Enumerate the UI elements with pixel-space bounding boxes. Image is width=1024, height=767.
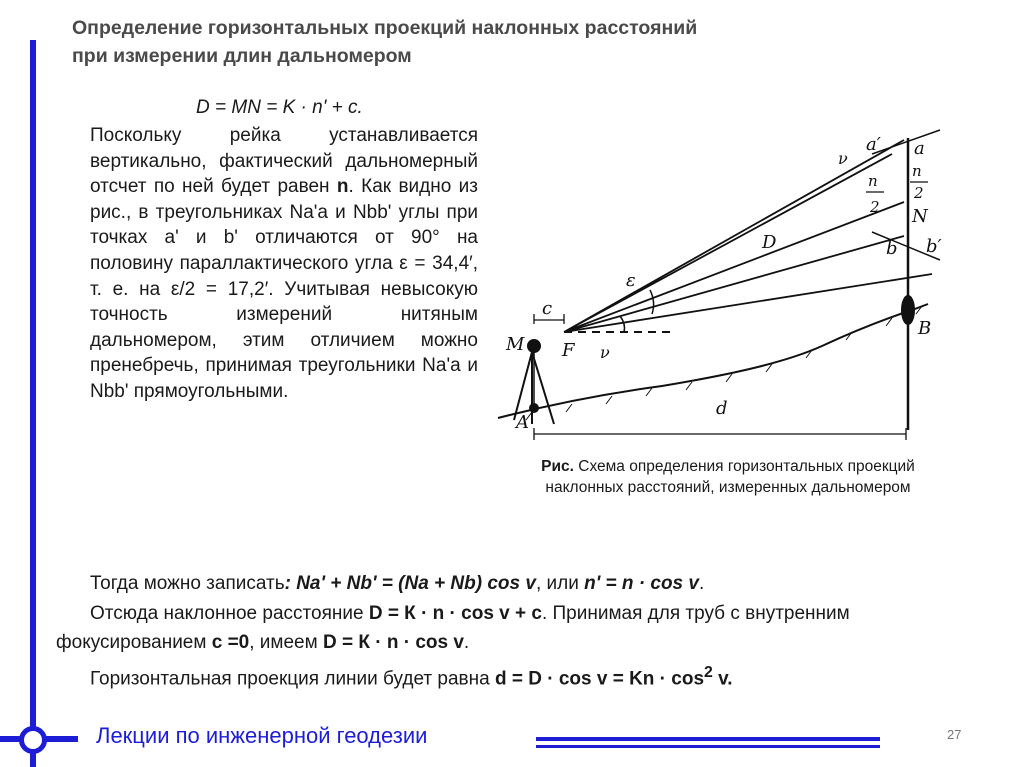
label-nu-top: ν [838, 149, 848, 168]
para-part-1: Поскольку рейка устанавливается вертикально, фактический дальномерный отсчет по ней будет равен [90, 125, 478, 198]
sight-lines [564, 140, 932, 332]
l1-d: n' = n · cos v [584, 573, 699, 594]
l3-b: d = D · cos v = Kn · cos [494, 667, 705, 689]
label-nu-left: ν [600, 343, 610, 362]
label-n-left: n [868, 172, 878, 190]
l1-e: . [698, 573, 705, 594]
label-2-left: 2 [870, 198, 880, 216]
label-b-prime: b′ [926, 236, 942, 257]
label-M: M [506, 334, 525, 355]
ground-line [498, 304, 928, 418]
figure-caption [507, 456, 949, 498]
l3-a: Горизонтальная проекция линии будет равна [90, 667, 495, 689]
label-N: N [912, 206, 928, 227]
label-B: B [918, 318, 932, 339]
point-A [530, 404, 538, 412]
label-b: b [886, 238, 898, 259]
title-line-1: Определение горизонтальных проекций наклонных расстояний [72, 17, 698, 39]
footer-lecture-title: Лекции по инженерной геодезии [96, 723, 428, 748]
l2-g: . [463, 632, 470, 653]
caption-text: Схема определения горизонтальных проекций наклонных расстояний, измеренных дальномером [545, 458, 915, 496]
footer-rule-top [536, 737, 880, 741]
label-d: d [716, 398, 728, 419]
footer-rule-bottom [536, 745, 880, 748]
lower-line-3 [56, 658, 976, 694]
label-F: F [562, 340, 575, 361]
label-c: c [542, 298, 553, 319]
slide-title [72, 14, 972, 70]
rod-base [902, 296, 914, 324]
left-accent-bar [30, 40, 36, 767]
l2-b: D = К · n · cos v + c [368, 602, 542, 624]
instrument-center [528, 340, 540, 352]
l2-c: . Принимая для труб с внутренним фокусированием [56, 602, 850, 653]
para-part-2: . Как видно из рис., в треугольниках Na'a и Nbb' углы при точках a' и b' отличаются от 90° на половину параллактического угла ε = 34,4′, т. е. на ε/2 = 17,2′. Учитывая невысокую точность измерений нитяным дальномером, этим отличием можно пренебречь, принимая треугольники Na'a и Nbb' прямоугольными. [90, 176, 478, 402]
l2-f: D = К · n · cos v [322, 632, 464, 653]
rangefinder-diagram [492, 124, 958, 446]
epsilon-arc [650, 290, 654, 314]
lower-line-2 [56, 599, 976, 658]
l2-a: Отсюда наклонное расстояние [90, 602, 369, 624]
lower-line-1 [56, 569, 976, 599]
l3-c: v. [712, 667, 733, 689]
corner-ring [19, 726, 47, 754]
para-n: n [336, 176, 349, 198]
label-n-right: n [912, 162, 922, 180]
l1-c: , или [535, 573, 585, 594]
l1-b: : Na' + Nb' = (Na + Nb) cos v [284, 573, 536, 594]
main-formula: D = MN = K · n' + c. [196, 97, 363, 118]
title-line-2: при измерении длин дальномером [72, 45, 412, 67]
l1-a: Тогда можно записать [90, 573, 285, 594]
dimension-d [534, 428, 906, 440]
page-number: 27 [947, 727, 962, 742]
l3-sup: 2 [704, 663, 713, 681]
caption-prefix: Рис. [541, 458, 574, 475]
label-A: A [516, 412, 529, 433]
l2-e: , имеем [249, 632, 323, 653]
lower-text [56, 569, 976, 693]
l2-d: c =0 [211, 632, 250, 653]
label-epsilon: ε [626, 270, 636, 291]
label-a-prime: a′ [866, 134, 881, 155]
label-a: a [914, 138, 925, 159]
nu-arc [620, 316, 625, 332]
body-paragraph [90, 123, 478, 405]
label-D: D [762, 232, 777, 253]
label-2-right: 2 [914, 184, 924, 202]
